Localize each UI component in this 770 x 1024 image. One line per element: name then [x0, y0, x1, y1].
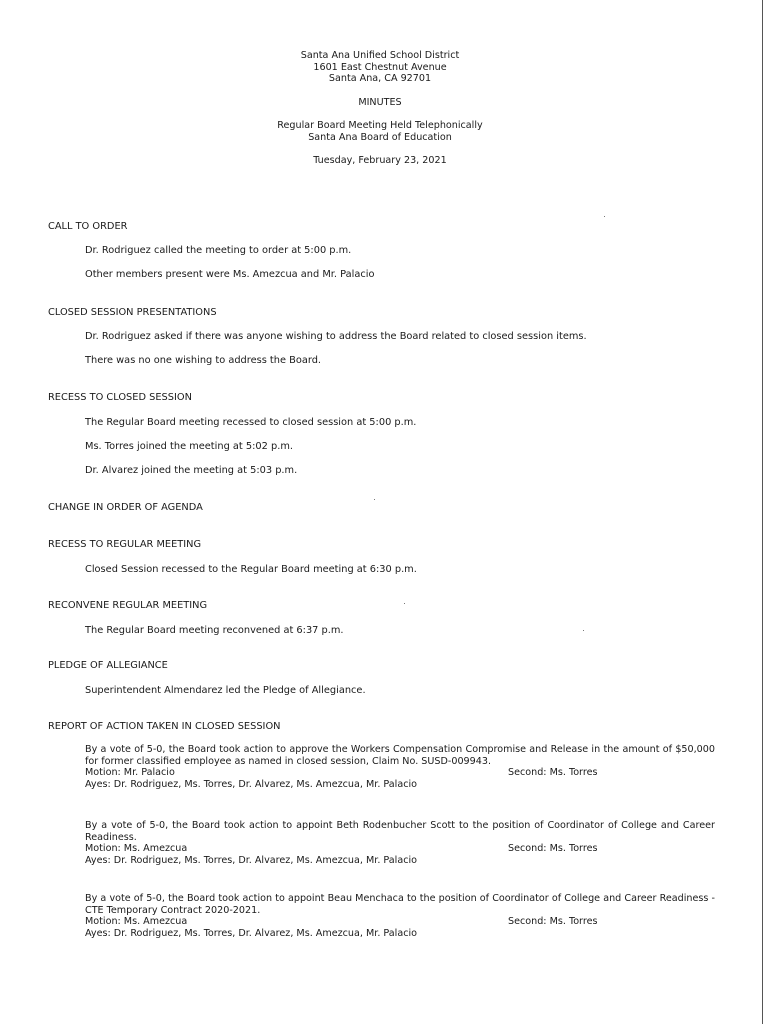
paragraph: There was no one wishing to address the Board. [85, 355, 322, 366]
action-item-1 [85, 744, 715, 790]
second: Second: Ms. Torres [508, 767, 598, 779]
paragraph: Dr. Rodriguez asked if there was anyone wishing to address the Board related to closed session items. [85, 331, 587, 342]
scan-speck [583, 630, 584, 631]
action-text: By a vote of 5-0, the Board took action to approve the Workers Compensation Compromise and Release in the amount of $50,000 for former classified employee as named in closed session, Claim No. SUSD-009943. [85, 744, 715, 767]
section-title-pledge-of-allegiance: PLEDGE OF ALLEGIANCE [48, 660, 168, 671]
motion-row [85, 767, 715, 779]
motion: Motion: Ms. Amezcua [85, 916, 188, 928]
address-line-2: Santa Ana, CA 92701 [328, 73, 432, 84]
section-title-closed-session-presentations: CLOSED SESSION PRESENTATIONS [48, 307, 217, 318]
section-title-reconvene-regular-meeting: RECONVENE REGULAR MEETING [48, 600, 208, 611]
motion-row [85, 843, 715, 855]
scan-speck [404, 603, 405, 604]
action-item-2 [85, 820, 715, 866]
ayes: Ayes: Dr. Rodriguez, Ms. Torres, Dr. Alvarez, Ms. Amezcua, Mr. Palacio [85, 854, 418, 866]
section-title-call-to-order: CALL TO ORDER [48, 221, 128, 232]
action-item-3 [85, 893, 715, 939]
meeting-date: Tuesday, February 23, 2021 [313, 155, 447, 166]
scan-speck [374, 499, 375, 500]
paragraph: Closed Session recessed to the Regular Board meeting at 6:30 p.m. [85, 564, 417, 575]
paragraph: Superintendent Almendarez led the Pledge of Allegiance. [85, 685, 366, 696]
motion-row [85, 916, 715, 928]
board-name: Santa Ana Board of Education [308, 131, 452, 143]
section-title-recess-to-closed-session: RECESS TO CLOSED SESSION [48, 392, 192, 403]
page-edge-line [762, 0, 763, 1024]
action-text: By a vote of 5-0, the Board took action to appoint Beth Rodenbucher Scott to the position of Coordinator of College and Career Readiness. [85, 820, 715, 843]
motion: Motion: Ms. Amezcua [85, 843, 188, 855]
paragraph: Dr. Alvarez joined the meeting at 5:03 p.m. [85, 465, 298, 476]
paragraph: The Regular Board meeting reconvened at 6:37 p.m. [85, 625, 344, 636]
action-text: By a vote of 5-0, the Board took action to appoint Beau Menchaca to the position of Coordinator of College and Career Readiness - CTE Temporary Contract 2020-2021. [85, 893, 715, 916]
scan-speck [604, 216, 605, 217]
section-title-recess-to-regular-meeting: RECESS TO REGULAR MEETING [48, 539, 202, 550]
motion: Motion: Mr. Palacio [85, 767, 175, 779]
district-name: Santa Ana Unified School District [300, 50, 460, 61]
meeting-title: Regular Board Meeting Held Telephonically [277, 120, 483, 131]
address-line-1: 1601 East Chestnut Avenue [313, 61, 447, 73]
paragraph: Ms. Torres joined the meeting at 5:02 p.m. [85, 441, 293, 452]
paragraph: Other members present were Ms. Amezcua and Mr. Palacio [85, 269, 375, 280]
paragraph: Dr. Rodriguez called the meeting to order at 5:00 p.m. [85, 245, 352, 256]
paragraph: The Regular Board meeting recessed to closed session at 5:00 p.m. [85, 417, 417, 428]
ayes: Ayes: Dr. Rodriguez, Ms. Torres, Dr. Alvarez, Ms. Amezcua, Mr. Palacio [85, 927, 418, 939]
section-title-report-of-action: REPORT OF ACTION TAKEN IN CLOSED SESSION [48, 721, 281, 732]
second: Second: Ms. Torres [508, 843, 598, 855]
document-type: MINUTES [358, 96, 402, 108]
second: Second: Ms. Torres [508, 916, 598, 928]
section-title-change-in-order-of-agenda: CHANGE IN ORDER OF AGENDA [48, 502, 203, 513]
ayes: Ayes: Dr. Rodriguez, Ms. Torres, Dr. Alvarez, Ms. Amezcua, Mr. Palacio [85, 778, 418, 790]
document-header [0, 50, 760, 167]
